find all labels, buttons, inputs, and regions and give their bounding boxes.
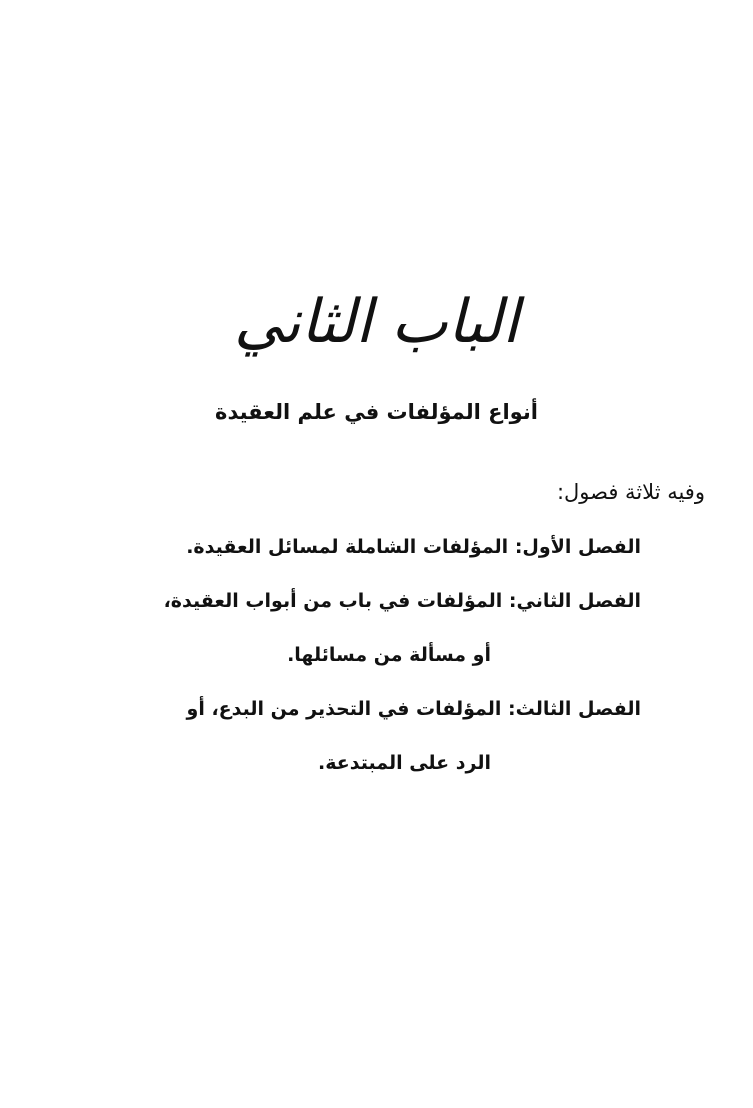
section-2-continuation: أو مسألة من مسائلها. — [287, 644, 491, 666]
chapter-subtitle: أنواع المؤلفات في علم العقيدة — [215, 400, 538, 424]
section-3-text: المؤلفات في التحذير من البدع، أو — [186, 698, 502, 720]
sections-list — [81, 520, 641, 790]
section-2 — [81, 574, 641, 682]
chapter-title: الباب الثاني — [234, 287, 519, 357]
section-2-label: الفصل الثاني: — [508, 590, 641, 612]
section-1 — [81, 520, 641, 574]
section-2-text: المؤلفات في باب من أبواب العقيدة، — [163, 590, 503, 612]
section-3-label: الفصل الثالث: — [508, 698, 641, 720]
section-3-continuation: الرد على المبتدعة. — [318, 752, 491, 774]
section-1-text: المؤلفات الشاملة لمسائل العقيدة. — [186, 536, 509, 558]
section-1-label: الفصل الأول: — [514, 536, 641, 558]
sections-intro: وفيه ثلاثة فصول: — [556, 480, 705, 504]
section-3 — [81, 682, 641, 790]
